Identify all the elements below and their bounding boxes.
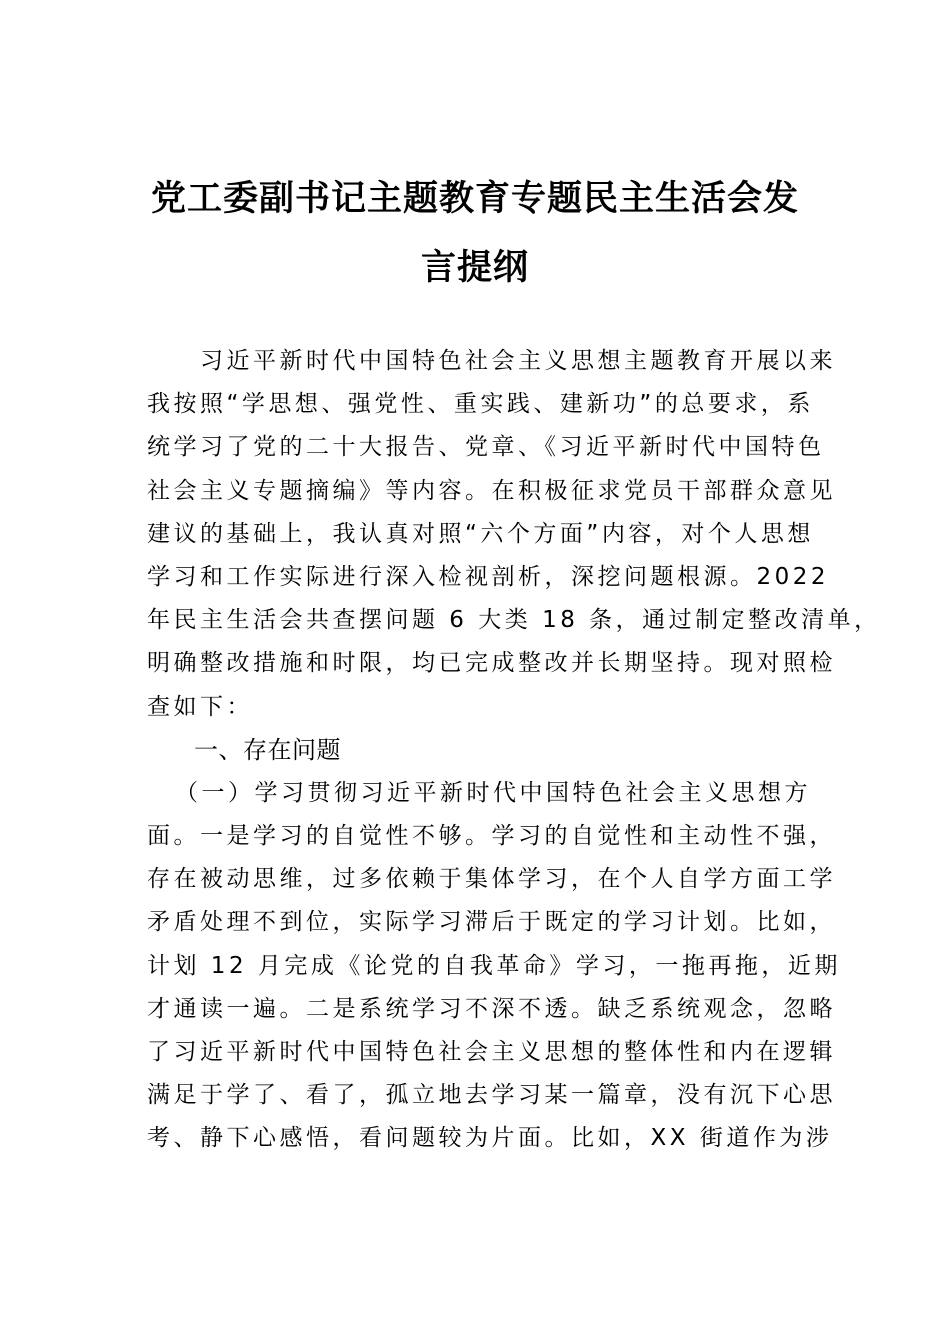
- intro-line: 学习和工作实际进行深入检视剖析，深挖问题根源。2022: [147, 563, 830, 590]
- intro-line: 社会主义专题摘编》等内容。在积极征求党员干部群众意见: [147, 477, 836, 504]
- intro-line: 年民主生活会共查摆问题 6 大类 18 条，通过制定整改清单，: [147, 607, 881, 634]
- section-line: 计划 12 月完成《论党的自我革命》学习，一拖再拖，近期: [147, 952, 841, 979]
- intro-line: 明确整改措施和时限，均已完成整改并长期坚持。现对照检: [147, 650, 836, 677]
- intro-line: 查如下：: [147, 693, 253, 720]
- section-line: 了习近平新时代中国特色社会主义思想的整体性和内在逻辑: [147, 1039, 836, 1065]
- section-line: 存在被动思维，过多依赖于集体学习，在个人自学方面工学: [147, 866, 836, 893]
- intro-line: 建议的基础上，我认真对照“六个方面”内容，对个人思想: [147, 520, 814, 547]
- section-line: 矛盾处理不到位，实际学习滞后于既定的学习计划。比如，: [147, 909, 836, 936]
- section-line: 才通读一遍。二是系统学习不深不透。缺乏系统观念，忽略: [147, 995, 836, 1022]
- section-line: 面。一是学习的自觉性不够。学习的自觉性和主动性不强，: [147, 823, 836, 850]
- document-body: [147, 340, 881, 1161]
- section-heading: 一、存在问题: [194, 735, 341, 764]
- intro-line: 我按照“学思想、强党性、重实践、建新功”的总要求，系: [147, 391, 814, 418]
- document-title-line-2: 言提纲: [420, 247, 529, 288]
- intro-line: 统学习了党的二十大报告、党章、《习近平新时代中国特色: [147, 434, 825, 461]
- document-title-line-1: 党工委副书记主题教育专题民主生活会发: [150, 178, 799, 219]
- section-line: 考、静下心感悟，看问题较为片面。比如，XX 街道作为涉: [147, 1125, 833, 1152]
- intro-line: 习近平新时代中国特色社会主义思想主题教育开展以来: [200, 348, 836, 374]
- section-line: 满足于学了、看了，孤立地去学习某一篇章，没有沉下心思: [147, 1082, 836, 1109]
- section-line: （一）学习贯彻习近平新时代中国特色社会主义思想方: [175, 779, 811, 806]
